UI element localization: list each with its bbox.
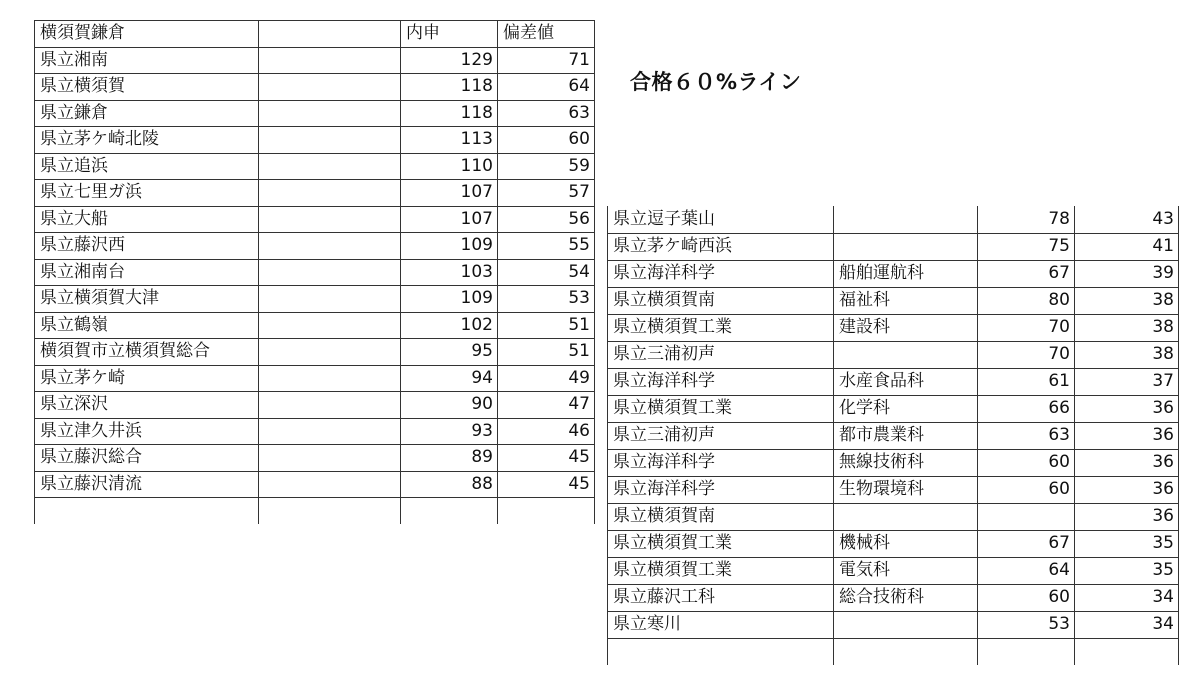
stub-cell: [401, 498, 498, 525]
naishin-cell: 93: [401, 418, 498, 445]
naishin-cell: 107: [401, 206, 498, 233]
course-cell: [259, 47, 401, 74]
school-cell: 県立横須賀工業: [608, 557, 834, 584]
hensachi-cell: 51: [498, 312, 595, 339]
course-cell: [259, 180, 401, 207]
hensachi-cell: 39: [1075, 260, 1179, 287]
naishin-cell: 61: [978, 368, 1075, 395]
hensachi-cell: 49: [498, 365, 595, 392]
school-cell: 県立逗子葉山: [608, 206, 834, 233]
course-cell: [259, 286, 401, 313]
naishin-cell: 118: [401, 74, 498, 101]
course-cell: 建設科: [834, 314, 978, 341]
naishin-cell: 90: [401, 392, 498, 419]
table-row: [608, 260, 1179, 287]
stub-cell: [498, 498, 595, 525]
hensachi-cell: 41: [1075, 233, 1179, 260]
header-naishin: 内申: [401, 21, 498, 48]
header-hensachi: 偏差値: [498, 21, 595, 48]
school-cell: 県立三浦初声: [608, 422, 834, 449]
hensachi-cell: 53: [498, 286, 595, 313]
school-cell: 県立藤沢西: [35, 233, 259, 260]
course-cell: [834, 503, 978, 530]
hensachi-cell: 64: [498, 74, 595, 101]
table-row: [35, 100, 595, 127]
naishin-cell: 103: [401, 259, 498, 286]
stub-cell: [1075, 638, 1179, 665]
course-cell: [259, 153, 401, 180]
table-row: [608, 476, 1179, 503]
school-cell: 県立横須賀南: [608, 287, 834, 314]
school-cell: 県立茅ケ崎: [35, 365, 259, 392]
table-row: [608, 287, 1179, 314]
naishin-cell: 118: [401, 100, 498, 127]
hensachi-cell: 56: [498, 206, 595, 233]
table-row: [608, 584, 1179, 611]
hensachi-cell: 47: [498, 392, 595, 419]
table-row: [608, 368, 1179, 395]
hensachi-cell: 36: [1075, 476, 1179, 503]
hensachi-cell: 43: [1075, 206, 1179, 233]
course-cell: 化学科: [834, 395, 978, 422]
hensachi-cell: 36: [1075, 395, 1179, 422]
course-cell: 無線技術科: [834, 449, 978, 476]
school-cell: 県立追浜: [35, 153, 259, 180]
course-cell: [834, 341, 978, 368]
school-cell: 県立藤沢工科: [608, 584, 834, 611]
naishin-cell: 110: [401, 153, 498, 180]
course-cell: [259, 127, 401, 154]
table-row: [608, 206, 1179, 233]
course-cell: 総合技術科: [834, 584, 978, 611]
table-row: [608, 233, 1179, 260]
hensachi-cell: 71: [498, 47, 595, 74]
hensachi-cell: 45: [498, 445, 595, 472]
school-cell: 県立横須賀南: [608, 503, 834, 530]
course-cell: [259, 365, 401, 392]
hensachi-cell: 34: [1075, 611, 1179, 638]
naishin-cell: 60: [978, 584, 1075, 611]
school-cell: 県立湘南台: [35, 259, 259, 286]
school-cell: 県立深沢: [35, 392, 259, 419]
course-cell: [259, 445, 401, 472]
hensachi-cell: 51: [498, 339, 595, 366]
stub-cell: [35, 498, 259, 525]
school-cell: 県立横須賀工業: [608, 395, 834, 422]
course-cell: [259, 339, 401, 366]
naishin-cell: 67: [978, 530, 1075, 557]
table-row: [608, 449, 1179, 476]
school-cell: 県立海洋科学: [608, 449, 834, 476]
course-cell: 生物環境科: [834, 476, 978, 503]
table-row: [608, 503, 1179, 530]
table-row: [608, 422, 1179, 449]
naishin-cell: 60: [978, 449, 1075, 476]
school-cell: 県立寒川: [608, 611, 834, 638]
table-row: [35, 180, 595, 207]
course-cell: [834, 611, 978, 638]
course-cell: [259, 259, 401, 286]
table-row: [608, 557, 1179, 584]
hensachi-cell: 59: [498, 153, 595, 180]
school-cell: 県立鶴嶺: [35, 312, 259, 339]
stub-cell: [608, 638, 834, 665]
hensachi-cell: 60: [498, 127, 595, 154]
naishin-cell: 60: [978, 476, 1075, 503]
table-row: [35, 259, 595, 286]
naishin-cell: 78: [978, 206, 1075, 233]
school-cell: 県立横須賀工業: [608, 314, 834, 341]
table-row: [608, 530, 1179, 557]
naishin-cell: 109: [401, 233, 498, 260]
table-row: [35, 206, 595, 233]
header-school: 横須賀鎌倉: [35, 21, 259, 48]
naishin-cell: 109: [401, 286, 498, 313]
hensachi-cell: 63: [498, 100, 595, 127]
course-cell: 船舶運航科: [834, 260, 978, 287]
naishin-cell: 64: [978, 557, 1075, 584]
naishin-cell: 70: [978, 341, 1075, 368]
table-row: [35, 418, 595, 445]
table-row: [35, 153, 595, 180]
school-cell: 県立横須賀工業: [608, 530, 834, 557]
stub-cell: [978, 638, 1075, 665]
school-cell: 県立海洋科学: [608, 476, 834, 503]
table-row: [35, 312, 595, 339]
course-cell: [259, 74, 401, 101]
table-row: [35, 339, 595, 366]
hensachi-cell: 55: [498, 233, 595, 260]
naishin-cell: 67: [978, 260, 1075, 287]
naishin-cell: 88: [401, 471, 498, 498]
course-cell: 電気科: [834, 557, 978, 584]
table-row: [608, 314, 1179, 341]
table-row: [35, 286, 595, 313]
naishin-cell: 89: [401, 445, 498, 472]
hensachi-cell: 45: [498, 471, 595, 498]
course-cell: [259, 471, 401, 498]
school-cell: 県立海洋科学: [608, 260, 834, 287]
school-cell: 県立茅ケ崎西浜: [608, 233, 834, 260]
table-row: [608, 611, 1179, 638]
course-cell: [834, 233, 978, 260]
course-cell: 都市農業科: [834, 422, 978, 449]
course-cell: [834, 206, 978, 233]
header-course: [259, 21, 401, 48]
naishin-cell: 80: [978, 287, 1075, 314]
school-cell: 県立三浦初声: [608, 341, 834, 368]
pass-line-caption: 合格６０%ライン: [630, 70, 802, 94]
table-continuation-stub: [608, 638, 1179, 665]
hensachi-cell: 36: [1075, 422, 1179, 449]
table-row: [35, 365, 595, 392]
hensachi-cell: 34: [1075, 584, 1179, 611]
table-row: [608, 395, 1179, 422]
table-row: [35, 392, 595, 419]
school-cell: 県立大船: [35, 206, 259, 233]
course-cell: [259, 312, 401, 339]
course-cell: [259, 233, 401, 260]
hensachi-cell: 35: [1075, 530, 1179, 557]
hensachi-cell: 36: [1075, 449, 1179, 476]
hensachi-cell: 38: [1075, 341, 1179, 368]
hensachi-cell: 35: [1075, 557, 1179, 584]
naishin-cell: 63: [978, 422, 1075, 449]
naishin-cell: 102: [401, 312, 498, 339]
course-cell: 水産食品科: [834, 368, 978, 395]
stub-cell: [834, 638, 978, 665]
hensachi-cell: 38: [1075, 314, 1179, 341]
table-continuation-stub: [35, 498, 595, 525]
hensachi-cell: 38: [1075, 287, 1179, 314]
table-row: [608, 341, 1179, 368]
naishin-cell: 75: [978, 233, 1075, 260]
naishin-cell: 70: [978, 314, 1075, 341]
course-cell: [259, 100, 401, 127]
school-cell: 県立横須賀大津: [35, 286, 259, 313]
naishin-cell: [978, 503, 1075, 530]
school-cell: 横須賀市立横須賀総合: [35, 339, 259, 366]
school-cell: 県立藤沢清流: [35, 471, 259, 498]
table-row: [35, 47, 595, 74]
stub-cell: [259, 498, 401, 525]
school-cell: 県立湘南: [35, 47, 259, 74]
right-score-table: [607, 206, 1179, 665]
table-row: [35, 445, 595, 472]
header-row: [35, 21, 595, 48]
naishin-cell: 129: [401, 47, 498, 74]
hensachi-cell: 46: [498, 418, 595, 445]
course-cell: 福祉科: [834, 287, 978, 314]
school-cell: 県立茅ケ崎北陵: [35, 127, 259, 154]
school-cell: 県立津久井浜: [35, 418, 259, 445]
school-cell: 県立鎌倉: [35, 100, 259, 127]
table-row: [35, 127, 595, 154]
school-cell: 県立横須賀: [35, 74, 259, 101]
school-cell: 県立七里ガ浜: [35, 180, 259, 207]
hensachi-cell: 36: [1075, 503, 1179, 530]
naishin-cell: 94: [401, 365, 498, 392]
course-cell: [259, 418, 401, 445]
table-row: [35, 233, 595, 260]
course-cell: [259, 392, 401, 419]
hensachi-cell: 54: [498, 259, 595, 286]
naishin-cell: 53: [978, 611, 1075, 638]
hensachi-cell: 37: [1075, 368, 1179, 395]
naishin-cell: 107: [401, 180, 498, 207]
naishin-cell: 95: [401, 339, 498, 366]
hensachi-cell: 57: [498, 180, 595, 207]
left-score-table: [34, 20, 595, 524]
course-cell: [259, 206, 401, 233]
table-row: [35, 74, 595, 101]
school-cell: 県立海洋科学: [608, 368, 834, 395]
course-cell: 機械科: [834, 530, 978, 557]
table-row: [35, 471, 595, 498]
school-cell: 県立藤沢総合: [35, 445, 259, 472]
naishin-cell: 113: [401, 127, 498, 154]
naishin-cell: 66: [978, 395, 1075, 422]
